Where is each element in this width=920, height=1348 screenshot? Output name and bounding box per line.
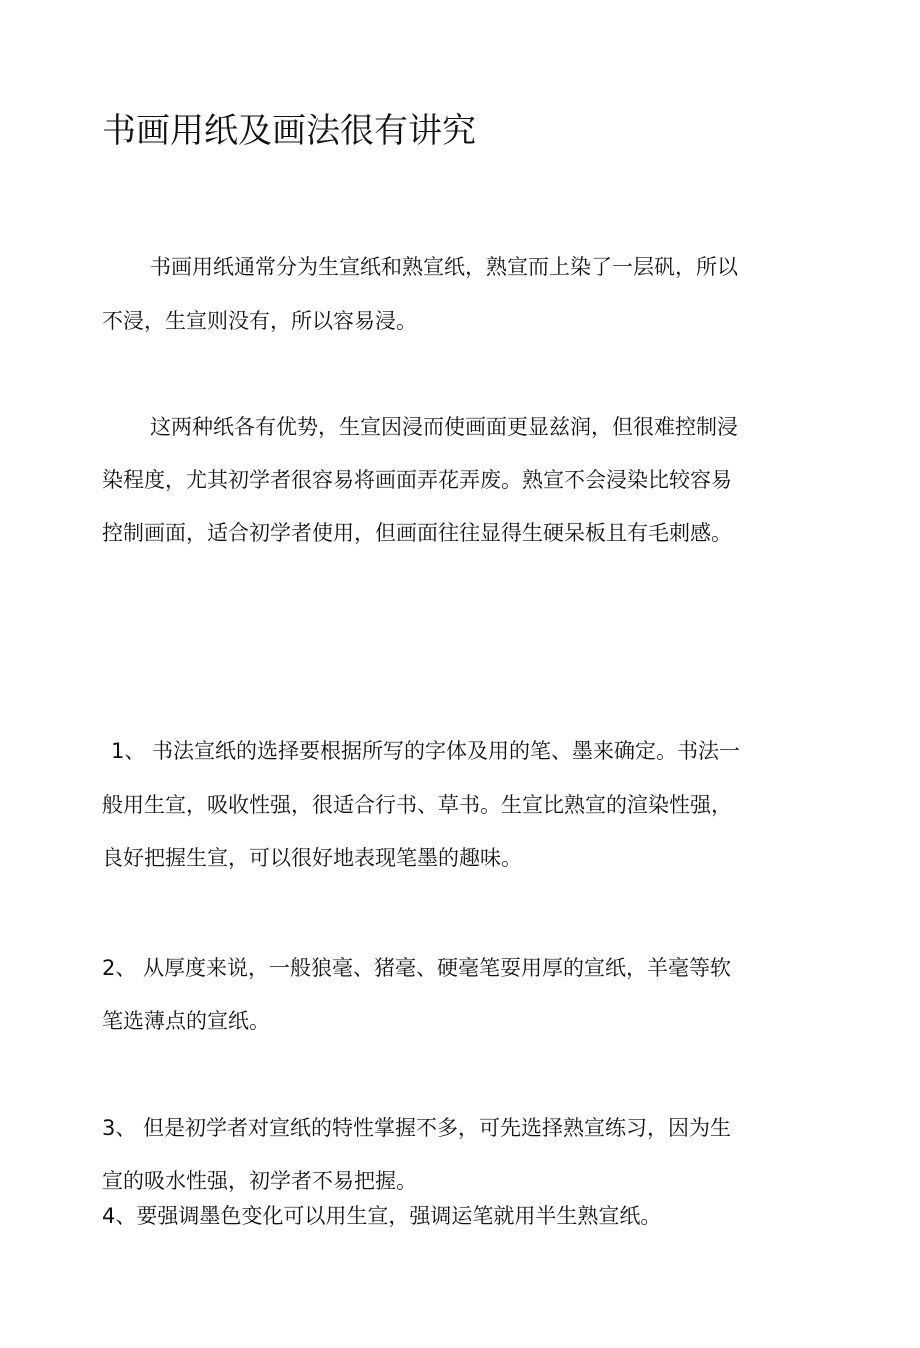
paragraph-2-line-2: 染程度，尤其初学者很容易将画面弄花弄废。熟宣不会浸染比较容易 [102, 468, 732, 492]
item-4-line-1: 4、要强调墨色变化可以用生宣，强调运笔就用半生熟宣纸。 [102, 1204, 662, 1228]
item-1-line-1: 1、 书法宣纸的选择要根据所写的字体及用的笔、墨来确定。书法一 [111, 739, 741, 763]
paragraph-1-line-2: 不浸，生宣则没有，所以容易浸。 [102, 309, 417, 333]
paragraph-2-line-1: 这两种纸各有优势，生宣因浸而使画面更显兹润，但很难控制浸 [150, 415, 738, 439]
item-1-line-3: 良好把握生宣，可以很好地表现笔墨的趣味。 [102, 846, 522, 870]
item-3-line-1: 3、 但是初学者对宣纸的特性掌握不多，可先选择熟宣练习，因为生 [102, 1116, 732, 1140]
page-title: 书画用纸及画法很有讲究 [102, 110, 476, 151]
item-2-line-1: 2、 从厚度来说，一般狼毫、猪毫、硬毫笔耍用厚的宣纸，羊毫等软 [102, 956, 732, 980]
paragraph-2-line-3: 控制画面，适合初学者使用，但画面往往显得生硬呆板且有毛刺感。 [102, 521, 732, 545]
item-2-line-2: 笔选薄点的宣纸。 [102, 1009, 270, 1033]
paragraph-1-line-1: 书画用纸通常分为生宣纸和熟宣纸，熟宣而上染了一层矾，所以 [150, 255, 738, 279]
item-1-line-2: 般用生宣，吸收性强，很适合行书、草书。生宣比熟宣的渲染性强， [102, 793, 732, 817]
item-3-line-2: 宣的吸水性强，初学者不易把握。 [102, 1169, 417, 1193]
